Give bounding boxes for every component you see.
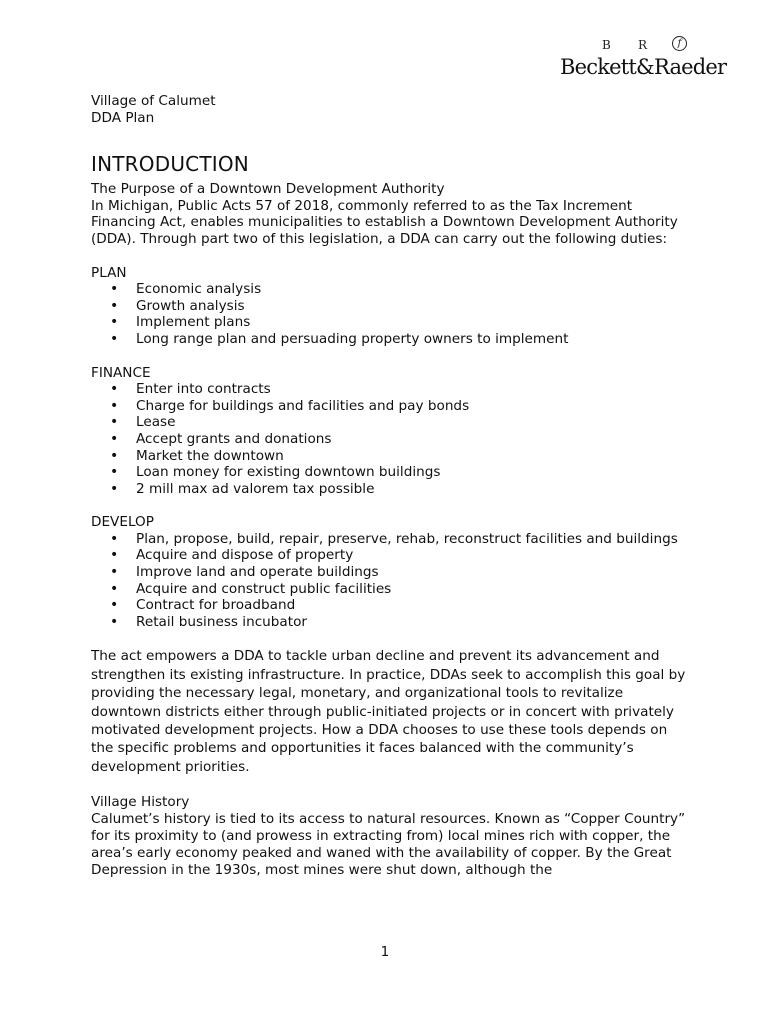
list-item: • Improve land and operate buildings [91, 564, 691, 581]
doc-header-village: Village of Calumet [91, 93, 216, 109]
list-item: • Economic analysis [91, 281, 691, 298]
section-heading: DEVELOP [91, 514, 154, 531]
list-item: • Implement plans [91, 314, 691, 331]
page-number: 1 [380, 944, 390, 960]
page-title: INTRODUCTION [91, 152, 249, 177]
list-item: • Growth analysis [91, 298, 691, 315]
logo-initial-f-circle: f [672, 36, 687, 51]
list-item: • 2 mill max ad valorem tax possible [91, 481, 691, 498]
logo-initial-b: B [602, 38, 611, 52]
purpose-heading: The Purpose of a Downtown Development Authority [91, 181, 445, 198]
history-heading: Village History [91, 794, 190, 811]
section-heading: PLAN [91, 264, 127, 281]
list-item: • Enter into contracts [91, 381, 691, 398]
document-body [91, 93, 691, 880]
logo-wordmark: Beckett&Raeder [560, 55, 727, 79]
bullet-list [91, 531, 691, 631]
logo-initial-r: R [638, 38, 648, 52]
list-item: • Contract for broadband [91, 597, 691, 614]
act-paragraph: The act empowers a DDA to tackle urban decline and prevent its advancement and strengthen its existing infrastructure. In practice, DDAs seek to accomplish this goal by providing the necessary legal, monetary, and organizational tools to revitalize downtown districts either through public-initiated projects or in concert with privately motivated development projects. How a DDA chooses to use these tools depends on the specific problems and opportunities it faces balanced with the community’s development priorities. [91, 648, 686, 775]
section-finance [91, 365, 691, 498]
list-item: • Retail business incubator [91, 614, 691, 631]
history-paragraph: Calumet’s history is tied to its access to natural resources. Known as “Copper Country” for its proximity to (and prowess in extracting from) local mines rich with copper, the area’s early economy peaked and waned with the availability of copper. By the Great Depression in the 1930s, most mines were shut down, although the [91, 810, 686, 879]
bullet-list [91, 381, 691, 497]
list-item: • Acquire and construct public facilities [91, 581, 691, 598]
section-plan [91, 265, 691, 348]
purpose-paragraph: In Michigan, Public Acts 57 of 2018, commonly referred to as the Tax Increment Financing Act, enables municipalities to establish a Downtown Development Authority (DDA). Through part two of this legislation, a DDA can carry out the following duties: [91, 197, 678, 247]
section-heading: FINANCE [91, 364, 151, 381]
section-develop [91, 514, 691, 630]
list-item: • Market the downtown [91, 448, 691, 465]
list-item: • Loan money for existing downtown buildings [91, 464, 691, 481]
list-item: • Charge for buildings and facilities and pay bonds [91, 398, 691, 415]
list-item: • Accept grants and donations [91, 431, 691, 448]
doc-header-plan: DDA Plan [91, 109, 155, 126]
beckett-raeder-logo [560, 36, 730, 79]
list-item: • Acquire and dispose of property [91, 547, 691, 564]
list-item: • Long range plan and persuading property owners to implement [91, 331, 691, 348]
list-item: • Lease [91, 414, 691, 431]
logo-initials [560, 36, 730, 54]
bullet-list [91, 281, 691, 347]
list-item: • Plan, propose, build, repair, preserve, rehab, reconstruct facilities and buildings [91, 531, 691, 548]
